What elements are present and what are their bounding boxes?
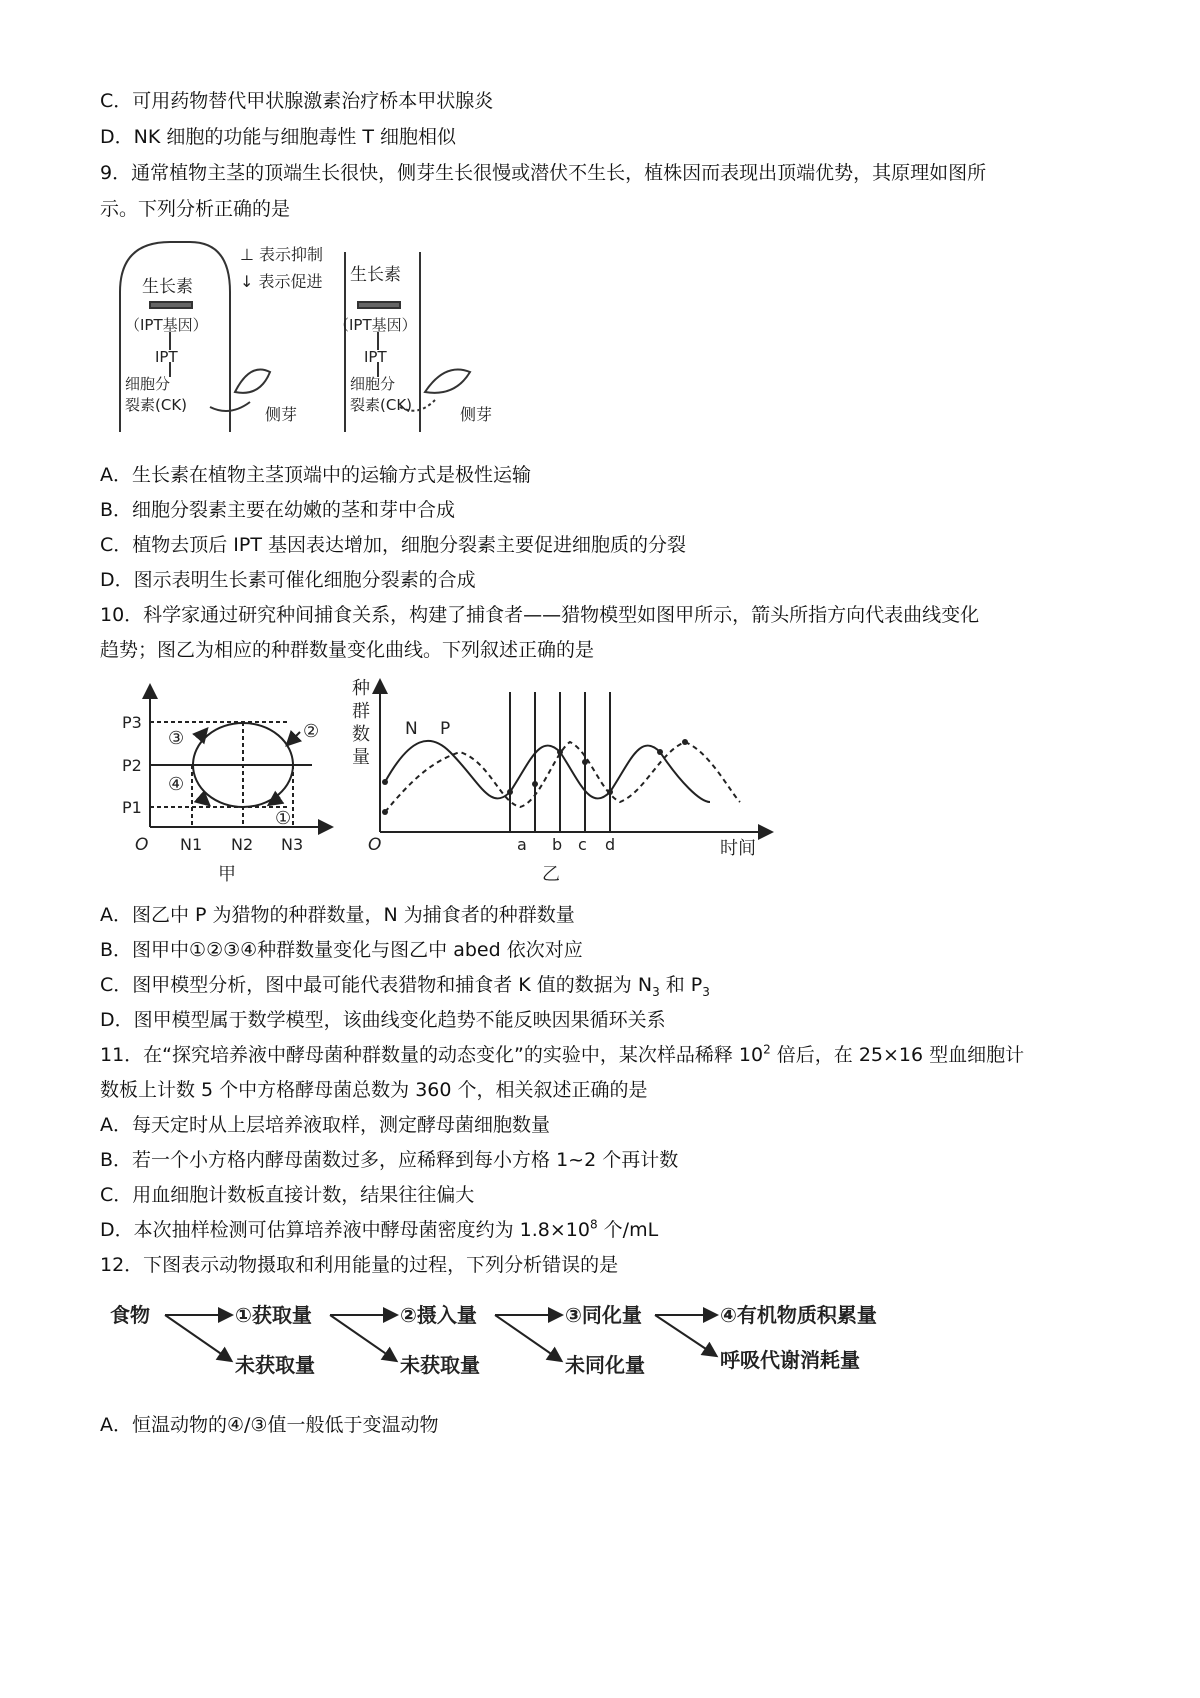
box-respiration: 呼吸代谢消耗量 [720,1348,860,1372]
label-circle-4: ④ [168,774,185,795]
box-not-assimilated: 未同化量 [565,1353,645,1377]
flow-arrow-3b [495,1315,560,1360]
jia-p2-label: P2 [122,756,142,775]
yi-caption: 乙 [542,864,560,885]
ck-label-right-2: 裂素(CK) [350,396,413,414]
jia-n2-label: N2 [231,835,254,854]
jia-n3-label: N3 [281,835,304,854]
box-acquired: ①获取量 [235,1303,312,1327]
yi-dot [382,809,388,815]
inhibit-bar-left [150,302,192,308]
jia-p3-label: P3 [122,713,142,732]
option-c-q9: C．植物去顶后 IPT 基因表达增加，细胞分裂素主要促进细胞质的分裂 [100,534,687,556]
question-9-line2: 示。下列分析正确的是 [100,198,291,220]
option-b-q11: B．若一个小方格内酵母菌数过多，应稀释到每小方格 1~2 个再计数 [100,1149,679,1171]
yi-tick-d: d [605,835,616,854]
jia-caption: 甲 [218,864,236,885]
flow-arrow-4b [655,1315,715,1355]
arrow-3 [200,730,206,737]
option-a-q12: A．恒温动物的④/③值一般低于变温动物 [100,1414,439,1436]
jia-n1-label: N1 [180,835,203,854]
ck-label-right-1: 细胞分 [350,375,396,393]
yi-p-label: P [440,719,451,739]
question-11-line1: 11．在“探究培养液中酵母菌种群数量的动态变化”的实验中，某次样品稀释 $10^2$ 倍后，在 25×16 型血细胞计 [100,1042,1025,1066]
box-accumulated: ④有机物质积累量 [720,1303,877,1327]
option-a-q9: A．生长素在植物主茎顶端中的运输方式是极性运输 [100,464,531,486]
yi-dot [582,759,588,765]
box-ingested: ②摄入量 [400,1303,477,1327]
option-b-q10: B．图甲中①②③④种群数量变化与图乙中 abed 依次对应 [100,939,583,961]
yi-origin: O [368,835,382,855]
yi-dot [507,789,513,795]
question-9-line1: 9．通常植物主茎的顶端生长很快，侧芽生长很慢或潜伏不生长，植株因而表现出顶端优势，其原理如图所 [100,162,987,184]
ck-label-left-1: 细胞分 [125,375,171,393]
option-c-q8: C．可用药物替代甲状腺激素治疗桥本甲状腺炎 [100,90,494,112]
yi-dot [382,779,388,785]
arrow-2 [288,732,300,744]
auxin-label-left: 生长素 [142,277,193,297]
option-c-q11: C．用血细胞计数板直接计数，结果往往偏大 [100,1184,475,1206]
option-d-q8: D．NK 细胞的功能与细胞毒性 T 细胞相似 [100,126,457,148]
option-d-q9: D．图示表明生长素可催化细胞分裂素的合成 [100,569,476,591]
inhibit-bar-right [358,302,400,308]
label-circle-3: ③ [168,728,185,749]
ipt-gene-label-left: （IPT基因） [125,316,208,334]
yi-dot [607,789,613,795]
figure-10-predator-prey [100,672,790,892]
question-12: 12．下图表示动物摄取和利用能量的过程，下列分析错误的是 [100,1254,619,1276]
yi-dot [557,749,563,755]
yi-ylabel-4: 量 [352,747,370,768]
option-b-q9: B．细胞分裂素主要在幼嫩的茎和芽中合成 [100,499,456,521]
yi-tick-b: b [552,835,563,854]
box-not-acquired-1: 未获取量 [235,1353,315,1377]
ipt-label-right: IPT [364,348,387,366]
jia-origin: O [135,835,149,855]
legend-promote: ↓ 表示促进 [240,272,323,291]
question-10-line2: 趋势；图乙为相应的种群数量变化曲线。下列叙述正确的是 [100,639,595,661]
option-d-q11: D．本次抽样检测可估算培养液中酵母菌密度约为 $1.8\times 10^8$ 个/mL [100,1217,659,1241]
arrow-4 [200,797,208,804]
auxin-label-right: 生长素 [350,265,401,285]
option-c-q10: C．图甲模型分析，图中最可能代表猎物和捕食者 K 值的数据为 $N_3$ 和 $P_3$ [100,974,710,999]
bud-right [425,370,470,393]
yi-dot [657,749,663,755]
option-a-q10: A．图乙中 P 为猎物的种群数量，N 为捕食者的种群数量 [100,904,575,926]
legend-inhibit: ⊥ 表示抑制 [240,245,324,264]
box-food: 食物 [110,1303,150,1327]
yi-ylabel-2: 群 [352,701,370,722]
label-circle-1: ① [275,808,292,829]
yi-dot [682,739,688,745]
yi-dot [532,781,538,787]
box-assimilated: ③同化量 [565,1303,642,1327]
label-circle-2: ② [303,721,320,742]
yi-xlabel: 时间 [720,838,756,859]
jia-p1-label: P1 [122,798,142,817]
bud-label-right: 侧芽 [460,405,493,424]
yi-ylabel-1: 种 [352,678,370,699]
ipt-gene-label-right: （IPT基因） [334,316,417,334]
bud-label-left: 侧芽 [265,405,298,424]
ck-label-left-2: 裂素(CK) [125,396,188,414]
yi-ylabel-3: 数 [352,724,370,745]
flow-arrow-2b [330,1315,395,1360]
flow-arrow-1b [165,1315,230,1360]
yi-n-label: N [405,719,418,739]
ipt-label-left: IPT [155,348,178,366]
figure-12-energy-flow [100,1290,910,1395]
option-a-q11: A．每天定时从上层培养液取样，测定酵母菌细胞数量 [100,1114,550,1136]
option-d-q10: D．图甲模型属于数学模型，该曲线变化趋势不能反映因果循环关系 [100,1009,666,1031]
question-10-line1: 10．科学家通过研究种间捕食关系，构建了捕食者——猎物模型如图甲所示，箭头所指方向代表曲线变化 [100,604,980,626]
yi-tick-a: a [517,835,527,854]
figure-9-apical-dominance [100,232,520,440]
bud-left [235,370,270,393]
box-not-acquired-2: 未获取量 [400,1353,480,1377]
question-11-line2: 数板上计数 5 个中方格酵母菌总数为 360 个，相关叙述正确的是 [100,1079,648,1101]
yi-tick-c: c [578,835,587,854]
